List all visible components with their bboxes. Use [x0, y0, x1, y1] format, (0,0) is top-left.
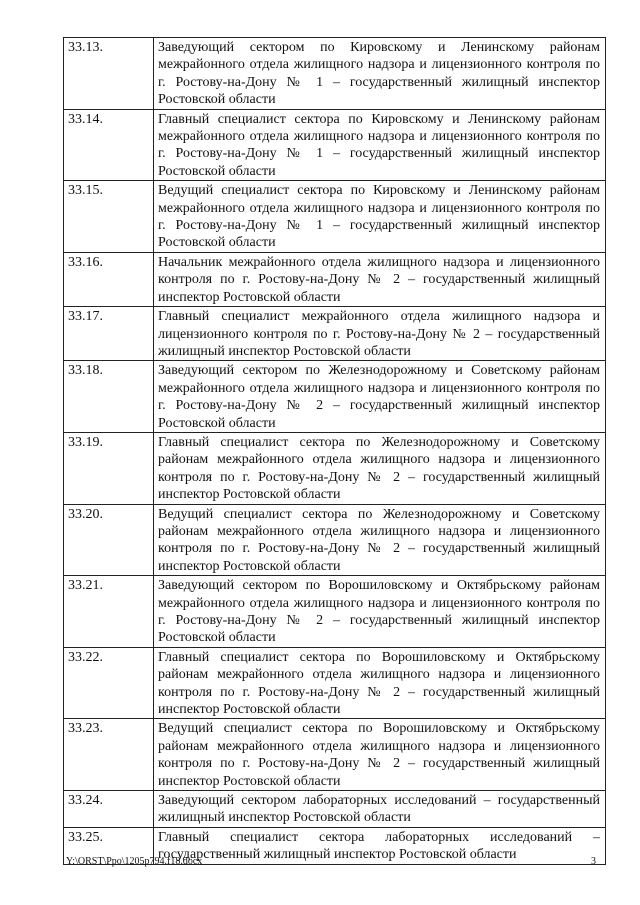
table-row: [64, 432, 606, 504]
position-title: Заведующий сектором по Ворошиловскому и Октябрьскому районам межрайонного отдела жилищного надзора и лицензионного контроля по г. Ростову-на-Дону № 2 – государственный жилищный инспектор Ростовской области: [154, 576, 606, 648]
table-row: [64, 361, 606, 433]
row-number: 33.22.: [64, 647, 154, 719]
table-row: [64, 719, 606, 791]
table-row: [64, 109, 606, 181]
page-number: 3: [591, 856, 596, 867]
table-row: [64, 307, 606, 361]
position-title: Заведующий сектором по Кировскому и Ленинскому районам межрайонного отдела жилищного надзора и лицензионного контроля по г. Ростову-на-Дону № 1 – государственный жилищный инспектор Ростовской области: [154, 38, 606, 110]
position-title: Ведущий специалист сектора по Железнодорожному и Советскому районам межрайонного отдела жилищного надзора и лицензионного контроля по г. Ростову-на-Дону № 2 – государственный жилищный инспектор Ростовской области: [154, 504, 606, 576]
row-number: 33.21.: [64, 576, 154, 648]
position-title: Ведущий специалист сектора по Ворошиловскому и Октябрьскому районам межрайонного отдела жилищного надзора и лицензионного контроля по г. Ростову-на-Дону № 2 – государственный жилищный инспектор Ростовской области: [154, 719, 606, 791]
file-path: Y:\ORST\Ppo\1205p794.f18.docx: [66, 856, 203, 867]
row-number: 33.14.: [64, 109, 154, 181]
table-row: [64, 504, 606, 576]
row-number: 33.20.: [64, 504, 154, 576]
row-number: 33.18.: [64, 361, 154, 433]
table-row: [64, 647, 606, 719]
row-number: 33.17.: [64, 307, 154, 361]
position-title: Ведущий специалист сектора по Кировскому и Ленинскому районам межрайонного отдела жилищного надзора и лицензионного контроля по г. Ростову-на-Дону № 1 – государственный жилищный инспектор Ростовской области: [154, 181, 606, 253]
row-number: 33.15.: [64, 181, 154, 253]
table-row: [64, 181, 606, 253]
position-title: Начальник межрайонного отдела жилищного надзора и лицензионного контроля по г. Ростову-на-Дону № 2 – государственный жилищный инспектор Ростовской области: [154, 252, 606, 306]
table-row: [64, 252, 606, 306]
table-row: [64, 576, 606, 648]
position-title: Главный специалист сектора лабораторных исследований – государственный жилищный инспектор Ростовской области: [154, 827, 606, 864]
position-title: Главный специалист межрайонного отдела жилищного надзора и лицензионного контроля по г. Ростову-на-Дону № 2 – государственный жилищный инспектор Ростовской области: [154, 307, 606, 361]
table-row: [64, 791, 606, 828]
position-title: Главный специалист сектора по Железнодорожному и Советскому районам межрайонного отдела жилищного надзора и лицензионного контроля по г. Ростову-на-Дону № 2 – государственный жилищный инспектор Ростовской области: [154, 432, 606, 504]
positions-table-body: [64, 38, 606, 865]
position-title: Главный специалист сектора по Ворошиловскому и Октябрьскому районам межрайонного отдела жилищного надзора и лицензионного контроля по г. Ростову-на-Дону № 2 – государственный жилищный инспектор Ростовской области: [154, 647, 606, 719]
table-row: [64, 38, 606, 110]
row-number: 33.13.: [64, 38, 154, 110]
row-number: 33.24.: [64, 791, 154, 828]
row-number: 33.19.: [64, 432, 154, 504]
row-number: 33.25.: [64, 827, 154, 864]
positions-table: [63, 37, 606, 865]
position-title: Главный специалист сектора по Кировскому и Ленинскому районам межрайонного отдела жилищного надзора и лицензионного контроля по г. Ростову-на-Дону № 1 – государственный жилищный инспектор Ростовской области: [154, 109, 606, 181]
row-number: 33.23.: [64, 719, 154, 791]
row-number: 33.16.: [64, 252, 154, 306]
position-title: Заведующий сектором по Железнодорожному и Советскому районам межрайонного отдела жилищного надзора и лицензионного контроля по г. Ростову-на-Дону № 2 – государственный жилищный инспектор Ростовской области: [154, 361, 606, 433]
position-title: Заведующий сектором лабораторных исследований – государственный жилищный инспектор Ростовской области: [154, 791, 606, 828]
